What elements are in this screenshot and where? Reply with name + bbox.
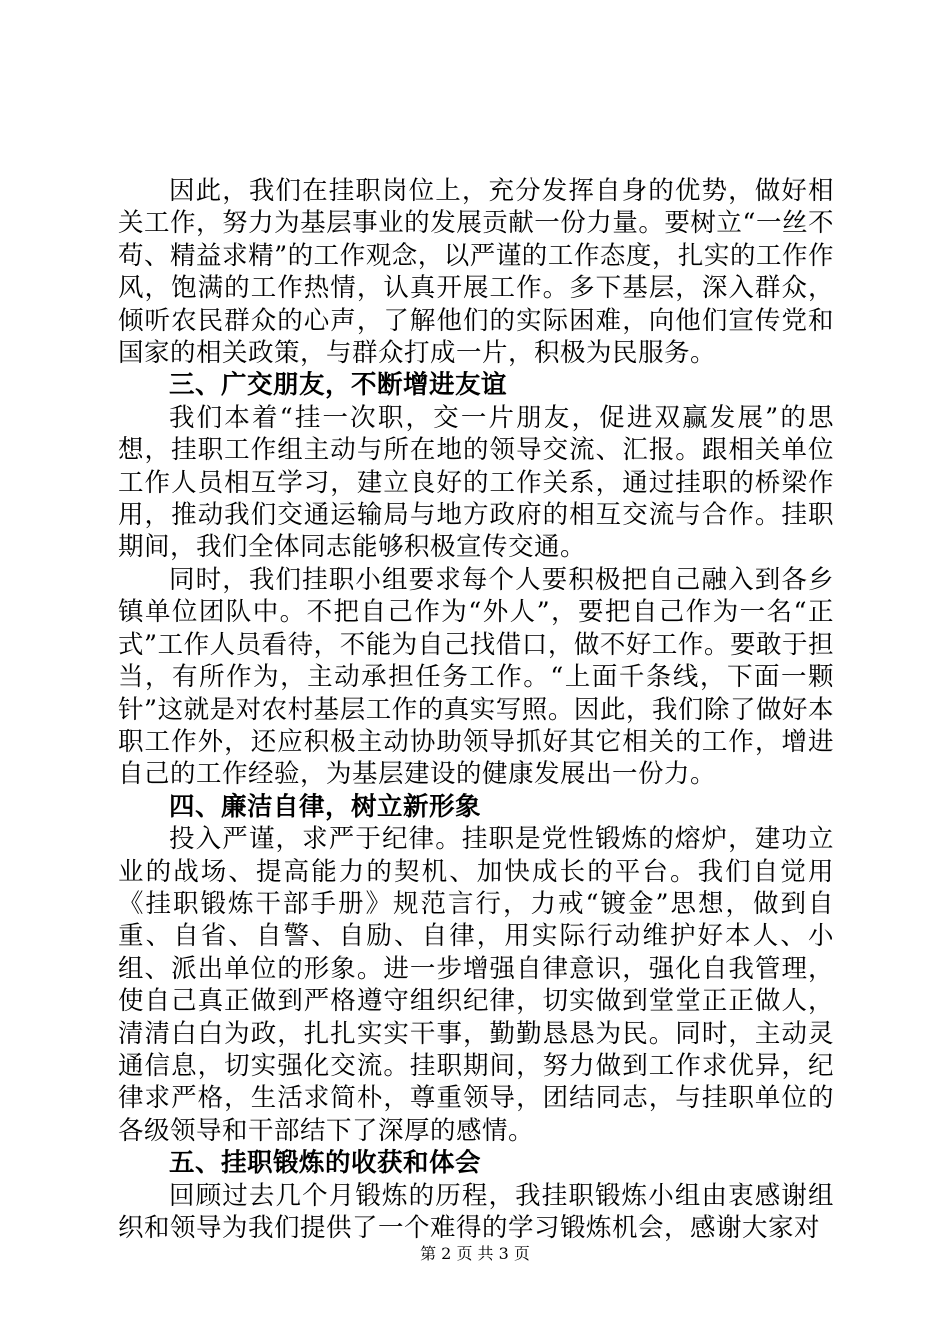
- paragraph-1: 因此，我们在挂职岗位上，充分发挥自身的优势，做好相关工作，努力为基层事业的发展贡献一份力量。要树立“一丝不苟、精益求精”的工作观念，以严谨的工作态度，扎实的工作作风，饱满的工作热情，认真开展工作。多下基层，深入群众，倾听农民群众的心声，了解他们的实际困难，向他们宣传党和国家的相关政策，与群众打成一片，积极为民服务。: [118, 176, 834, 369]
- section-heading-5: 五、挂职锻炼的收获和体会: [169, 1148, 482, 1179]
- section-heading-4: 四、廉洁自律，树立新形象: [169, 791, 482, 822]
- section-heading-3: 三、广交朋友，不断增进友谊: [169, 370, 508, 401]
- paragraph-3: 同时，我们挂职小组要求每个人要积极把自己融入到各乡镇单位团队中。不把自己作为“外人”，要把自己作为一名“正式”工作人员看待，不能为自己找借口，做不好工作。要敢于担当，有所作为，主动承担任务工作。“上面千条线，下面一颗针”这就是对农村基层工作的真实写照。因此，我们除了做好本职工作外，还应积极主动协助领导抓好其它相关的工作，增进自己的工作经验，为基层建设的健康发展出一份力。: [118, 564, 834, 790]
- paragraph-4: 投入严谨，求严于纪律。挂职是党性锻炼的熔炉，建功立业的战场、提高能力的契机、加快成长的平台。我们自觉用《挂职锻炼干部手册》规范言行，力戒“镀金”思想，做到自重、自省、自警、自励、自律，用实际行动维护好本人、小组、派出单位的形象。进一步增强自律意识，强化自我管理，使自己真正做到严格遵守组织纪律，切实做到堂堂正正做人，清清白白为政，扎扎实实干事，勤勤恳恳为民。同时，主动灵通信息，切实强化交流。挂职期间，努力做到工作求优异，纪律求严格，生活求简朴，尊重领导，团结同志，与挂职单位的各级领导和干部结下了深厚的感情。: [118, 824, 834, 1146]
- document-body: [118, 175, 834, 1244]
- paragraph-2: 我们本着“挂一次职，交一片朋友，促进双赢发展”的思想，挂职工作组主动与所在地的领导交流、汇报。跟相关单位工作人员相互学习，建立良好的工作关系，通过挂职的桥梁作用，推动我们交通运输局与地方政府的相互交流与合作。挂职期间，我们全体同志能够积极宣传交通。: [118, 402, 834, 563]
- paragraph-5: 回顾过去几个月锻炼的历程，我挂职锻炼小组由衷感谢组织和领导为我们提供了一个难得的学习锻炼机会，感谢大家对: [118, 1180, 834, 1243]
- page-number-footer: 第 2 页 共 3 页: [420, 1244, 530, 1263]
